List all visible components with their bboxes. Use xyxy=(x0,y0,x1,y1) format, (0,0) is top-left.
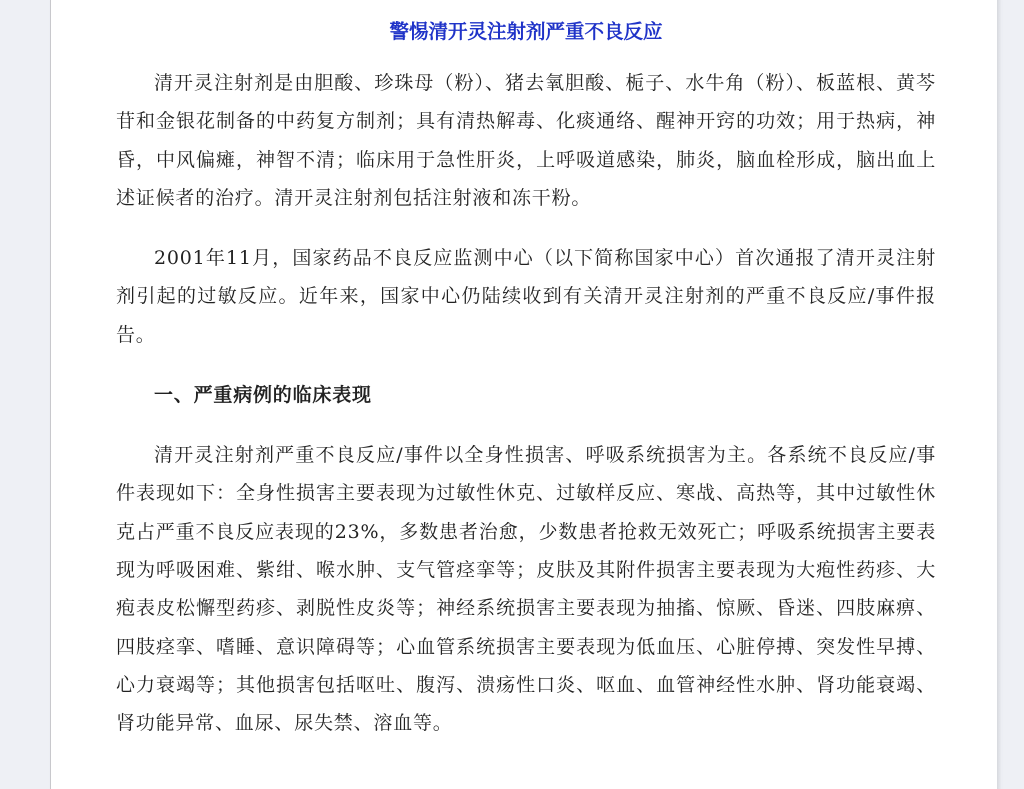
page-content xyxy=(116,0,936,764)
paragraph-history: 2001年11月，国家药品不良反应监测中心（以下简称国家中心）首次通报了清开灵注射剂引起的过敏反应。近年来，国家中心仍陆续收到有关清开灵注射剂的严重不良反应/事件报告。 xyxy=(116,247,936,346)
page-edge-shadow xyxy=(997,0,1002,789)
paragraph-intro: 清开灵注射剂是由胆酸、珍珠母（粉）、猪去氧胆酸、栀子、水牛角（粉）、板蓝根、黄芩苷和金银花制备的中药复方制剂；具有清热解毒、化痰通络、醒神开窍的功效；用于热病，神昏，中风偏瘫，神智不清；临床用于急性肝炎，上呼吸道感染，肺炎，脑血栓形成，脑出血上述证候者的治疗。清开灵注射剂包括注射液和冻干粉。 xyxy=(116,72,936,209)
document-title: 警惕清开灵注射剂严重不良反应 xyxy=(389,20,663,43)
paragraph-clinical: 清开灵注射剂严重不良反应/事件以全身性损害、呼吸系统损害为主。各系统不良反应/事件表现如下：全身性损害主要表现为过敏性休克、过敏样反应、寒战、高热等，其中过敏性休克占严重不良反应表现的23%，多数患者治愈，少数患者抢救无效死亡；呼吸系统损害主要表现为呼吸困难、紫绀、喉水肿、支气管痉挛等；皮肤及其附件损害主要表现为大疱性药疹、大疱表皮松懈型药疹、剥脱性皮炎等；神经系统损害主要表现为抽搐、惊厥、昏迷、四肢麻痹、四肢痉挛、嗜睡、意识障碍等；心血管系统损害主要表现为低血压、心脏停搏、突发性早搏、心力衰竭等；其他损害包括呕吐、腹泻、溃疡性口炎、呕血、血管神经性水肿、肾功能衰竭、肾功能异常、血尿、尿失禁、溶血等。 xyxy=(116,444,936,735)
document-page xyxy=(50,0,998,789)
section-heading-clinical: 一、严重病例的临床表现 xyxy=(154,384,372,407)
